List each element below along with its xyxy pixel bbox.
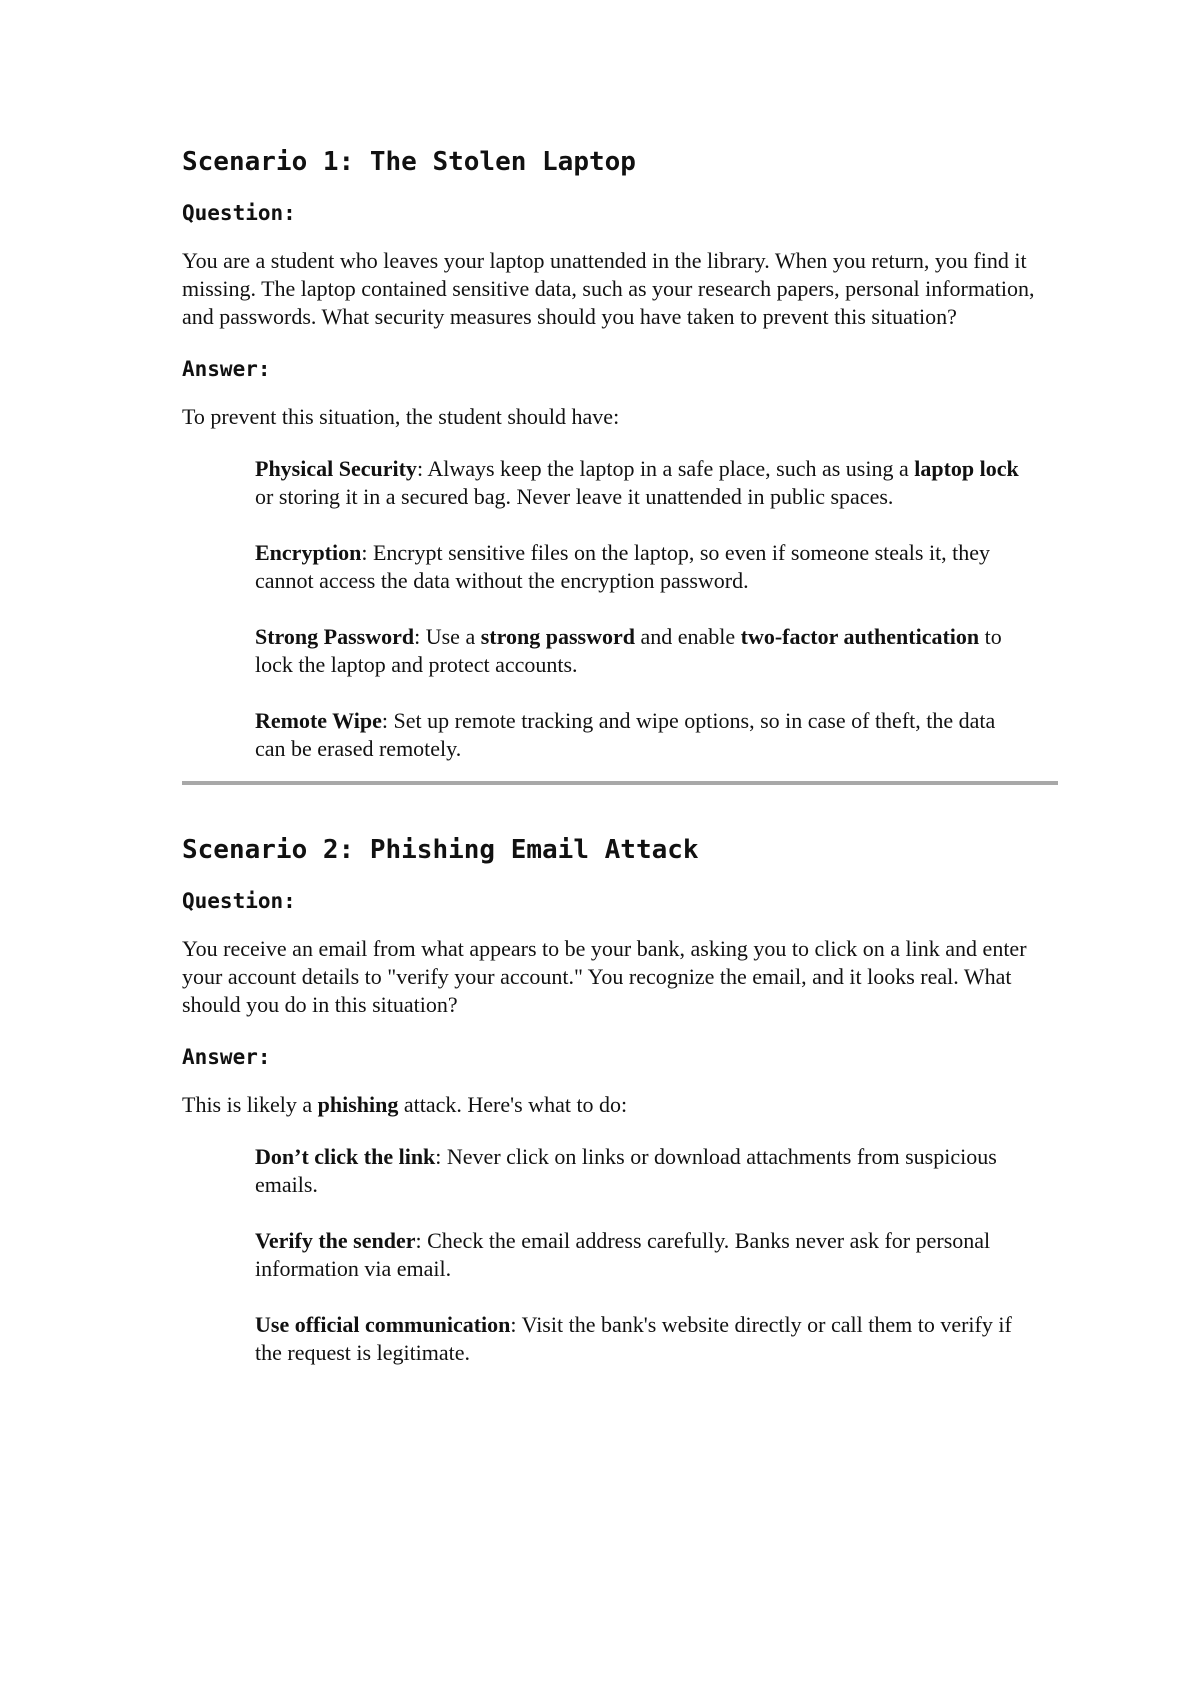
item-term: Remote Wipe	[255, 708, 382, 733]
item-term: Encryption	[255, 540, 362, 565]
item-text: or storing it in a secured bag. Never leave it unattended in public spaces.	[255, 484, 894, 509]
item-text: : Never click on links or download attachments from suspicious emails.	[255, 1144, 997, 1197]
item-text: : Visit the bank's website directly or call them to verify if the request is legitimate.	[255, 1312, 1012, 1365]
item-text: : Encrypt sensitive files on the laptop, so even if someone steals it, they cannot access the data without the encryption password.	[255, 540, 991, 593]
scenario1-item-remote-wipe	[255, 707, 1025, 763]
scenario1-item-encryption	[255, 539, 1025, 595]
item-term: Physical Security	[255, 456, 417, 481]
scenario1-question-text: You are a student who leaves your laptop unattended in the library. When you return, you find it missing. The laptop contained sensitive data, such as your research papers, personal information, and passwords. What security measures should you have taken to prevent this situation?	[182, 248, 1035, 329]
item-text: : Always keep the laptop in a safe place, such as using a	[416, 456, 915, 481]
item-term: Don’t click the link	[255, 1144, 436, 1169]
scenario2-item-dont-click	[255, 1143, 1025, 1199]
intro-text: attack. Here's what to do:	[398, 1092, 628, 1117]
scenario1-item-strong-password	[255, 623, 1025, 679]
scenario2-answer-label: Answer:	[182, 1045, 271, 1069]
item-text: : Check the email address carefully. Banks never ask for personal information via email.	[255, 1228, 991, 1281]
scenario2-question-label: Question:	[182, 889, 296, 913]
item-text: : Use a	[414, 624, 481, 649]
scenario1-item-physical-security	[255, 455, 1025, 511]
scenario1-title: Scenario 1: The Stolen Laptop	[182, 147, 636, 177]
item-bold-text: two-factor authentication	[740, 624, 980, 649]
item-text: and enable	[634, 624, 741, 649]
scenario1-answer-label: Answer:	[182, 357, 271, 381]
horizontal-divider	[182, 781, 1058, 785]
scenario1-answer-intro: To prevent this situation, the student should have:	[182, 404, 620, 429]
item-text: to lock the laptop and protect accounts.	[255, 624, 1002, 677]
intro-bold-text: phishing	[317, 1092, 399, 1117]
scenario2-item-verify-sender	[255, 1227, 1025, 1283]
scenario2-item-official-communication	[255, 1311, 1025, 1367]
document-content	[182, 145, 1062, 1395]
scenario1-question-label: Question:	[182, 201, 296, 225]
scenario2-answer-intro	[182, 1091, 1062, 1119]
item-term: Verify the sender	[255, 1228, 416, 1253]
scenario2-question-text: You receive an email from what appears to be your bank, asking you to click on a link and enter your account details to "verify your account." You recognize the email, and it looks real. What should you do in this situation?	[182, 936, 1027, 1017]
intro-text: This is likely a	[182, 1092, 318, 1117]
item-bold-text: laptop lock	[914, 456, 1019, 481]
item-bold-text: strong password	[480, 624, 635, 649]
scenario2-title: Scenario 2: Phishing Email Attack	[182, 835, 699, 865]
item-text: : Set up remote tracking and wipe options, so in case of theft, the data can be erased remotely.	[255, 708, 996, 761]
item-term: Use official communication	[255, 1312, 511, 1337]
item-term: Strong Password	[255, 624, 415, 649]
